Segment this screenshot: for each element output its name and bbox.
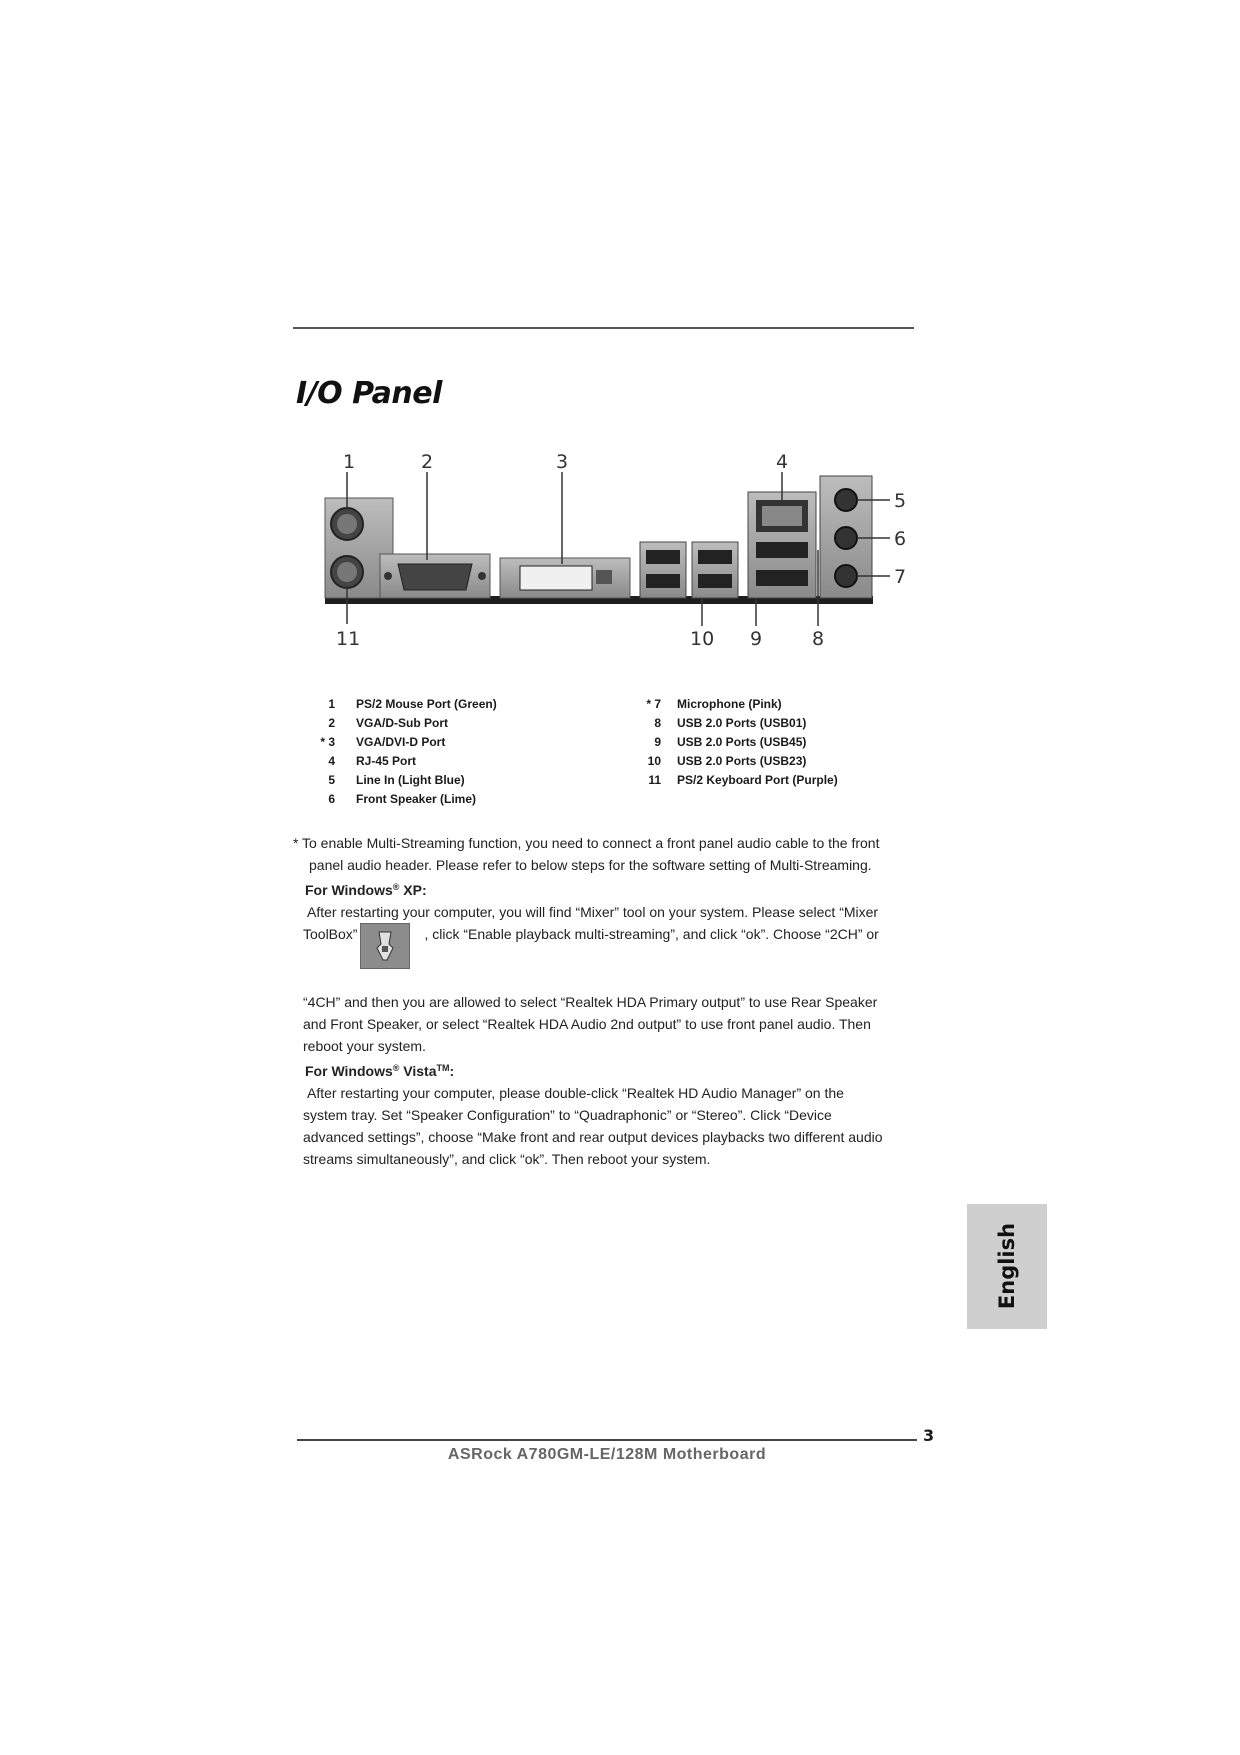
toolbox-text-continued: , click “Enable playback multi-streaming”, and click “ok”. Choose “2CH” or: [424, 926, 879, 942]
dvi-port: [500, 558, 630, 598]
vista-line: After restarting your computer, please double-click “Realtek HD Audio Manager” on the: [307, 1085, 844, 1101]
legend-number: 10: [647, 754, 661, 768]
toolbox-text: ToolBox”: [303, 926, 358, 942]
registered-mark: ®: [392, 882, 400, 892]
callout-9: 9: [750, 628, 763, 650]
legend-label: RJ-45 Port: [356, 754, 417, 768]
legend-item: [313, 733, 497, 752]
callout-2: 2: [421, 451, 434, 473]
port-legend-left: [313, 695, 497, 809]
footer-rule: [297, 1439, 917, 1441]
legend-item: [313, 771, 497, 790]
legend-item: [313, 695, 497, 714]
xp-toolbox-line: [293, 923, 933, 969]
xp-line: After restarting your computer, you will find “Mixer” tool on your system. Please select “Mixer: [307, 904, 879, 920]
xp-heading-text: For Windows: [305, 882, 393, 898]
callout-7: 7: [894, 566, 907, 588]
legend-label: VGA/DVI-D Port: [356, 735, 446, 749]
vista-colon: :: [449, 1063, 455, 1079]
vista-name: Vista: [399, 1063, 437, 1079]
callout-3: 3: [556, 451, 569, 473]
legend-label: Front Speaker (Lime): [356, 792, 477, 806]
legend-label: USB 2.0 Ports (USB01): [677, 716, 807, 730]
legend-number: 4: [328, 754, 335, 768]
note-intro-line: panel audio header. Please refer to below steps for the software setting of Multi-Streaming.: [309, 857, 872, 873]
audio-jacks: [820, 476, 872, 598]
legend-number: 2: [328, 716, 335, 730]
legend-item: [637, 752, 838, 771]
legend-item: [637, 733, 838, 752]
lan-usb-stack: [748, 492, 816, 598]
multi-streaming-note: [293, 832, 933, 1170]
legend-item: [637, 714, 838, 733]
footer-text: ASRock A780GM-LE/128M Motherboard: [447, 1446, 767, 1463]
vista-heading: [293, 1057, 933, 1082]
io-panel-diagram: [300, 446, 920, 656]
registered-mark: ®: [392, 1063, 400, 1073]
note-intro-line: To enable Multi-Streaming function, you need to connect a front panel audio cable to the front: [302, 835, 880, 851]
legend-number: * 7: [646, 697, 661, 711]
usb-stack-45: [692, 542, 738, 598]
callout-1: 1: [343, 451, 356, 473]
legend-item: [313, 714, 497, 733]
vga-port: [380, 554, 490, 598]
vista-line: advanced settings”, choose “Make front and rear output devices playbacks two different audio: [303, 1129, 883, 1145]
page-number: 3: [923, 1426, 935, 1445]
trademark-mark: TM: [436, 1063, 450, 1073]
mixer-toolbox-icon: [360, 923, 410, 969]
vista-line: system tray. Set “Speaker Configuration” to “Quadraphonic” or “Stereo”. Click “Device: [303, 1107, 832, 1123]
legend-number: 8: [654, 716, 661, 730]
language-label: English: [995, 1222, 1019, 1310]
legend-label: PS/2 Keyboard Port (Purple): [677, 773, 838, 787]
legend-item: [313, 752, 497, 771]
legend-item: [313, 790, 497, 809]
language-tab: [967, 1204, 1047, 1329]
legend-label: VGA/D-Sub Port: [356, 716, 448, 730]
legend-item: [637, 771, 838, 790]
legend-label: Line In (Light Blue): [356, 773, 465, 787]
vista-line: streams simultaneously”, and click “ok”. Then reboot your system.: [303, 1151, 711, 1167]
legend-number: 5: [328, 773, 335, 787]
usb-stack-23: [640, 542, 686, 598]
callout-5: 5: [894, 490, 907, 512]
legend-label: USB 2.0 Ports (USB23): [677, 754, 807, 768]
legend-number: 11: [648, 773, 661, 787]
vista-heading-text: For Windows: [305, 1063, 393, 1079]
xp-line: and Front Speaker, or select “Realtek HDA Audio 2nd output” to use front panel audio. Then: [303, 1016, 871, 1032]
callout-10: 10: [690, 628, 715, 650]
legend-label: Microphone (Pink): [677, 697, 782, 711]
legend-number: 1: [328, 697, 335, 711]
callout-6: 6: [894, 528, 907, 550]
legend-number: * 3: [320, 735, 335, 749]
legend-number: 6: [328, 792, 335, 806]
legend-label: PS/2 Mouse Port (Green): [356, 697, 497, 711]
callout-11: 11: [336, 628, 361, 650]
xp-heading-suffix: XP:: [399, 882, 427, 898]
port-legend-right: [637, 695, 838, 790]
header-rule: [293, 327, 914, 329]
legend-label: USB 2.0 Ports (USB45): [677, 735, 807, 749]
callout-4: 4: [776, 451, 789, 473]
note-asterisk: *: [293, 835, 299, 851]
legend-number: 9: [654, 735, 661, 749]
xp-line: reboot your system.: [303, 1038, 426, 1054]
xp-line: “4CH” and then you are allowed to select “Realtek HDA Primary output” to use Rear Speaker: [303, 994, 878, 1010]
page-title: I/O Panel: [296, 376, 442, 411]
callout-8: 8: [812, 628, 825, 650]
xp-heading: [293, 876, 933, 901]
spacer: [293, 969, 933, 991]
legend-item: [637, 695, 838, 714]
